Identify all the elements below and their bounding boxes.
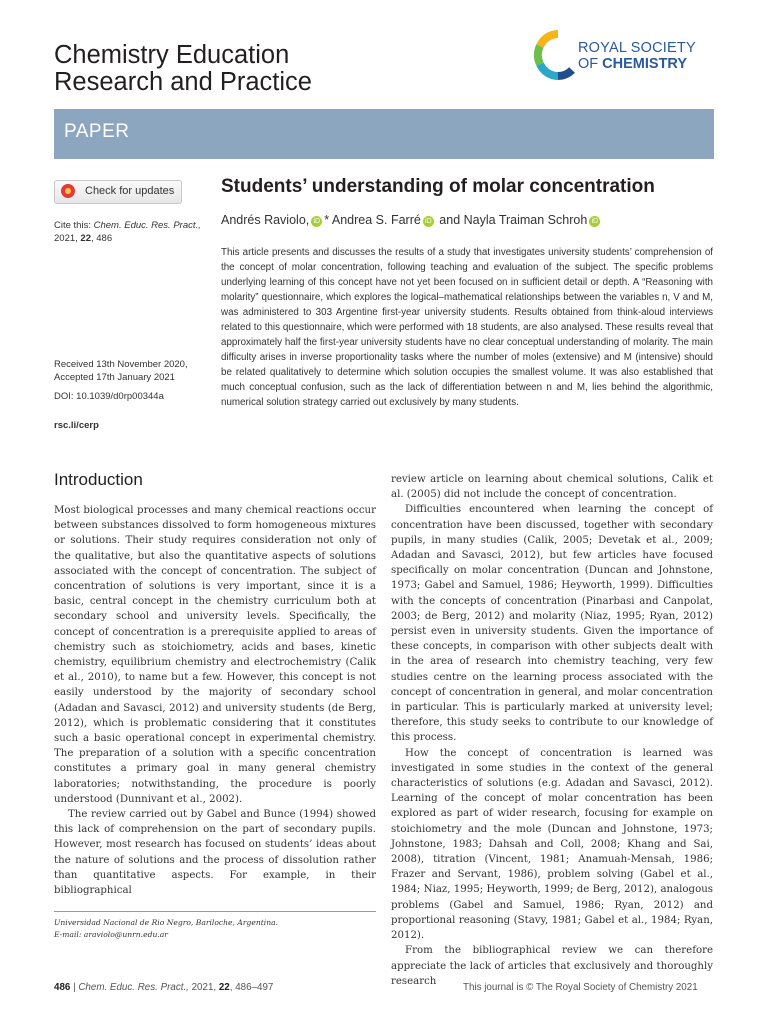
publisher-line2-prefix: OF xyxy=(578,56,603,72)
author-raviolo[interactable]: Andrés Raviolo, xyxy=(221,213,310,227)
footer-journal: Chem. Educ. Res. Pract., xyxy=(78,982,189,993)
crossmark-icon xyxy=(61,184,75,198)
paragraph: review article on learning about chemical solutions, Calik et al. (2005) did not include the concept of concentration. xyxy=(391,474,713,501)
author-list xyxy=(221,213,602,227)
email[interactable]: E-mail: araviolo@unrn.edu.ar xyxy=(54,930,168,939)
footer-separator: | xyxy=(70,982,79,993)
affiliation: Universidad Nacional de Rio Negro, Bariloche, Argentina. xyxy=(54,918,279,927)
body-column-left xyxy=(54,503,376,898)
dates-block xyxy=(54,358,188,384)
journal-title-line1: Chemistry Education xyxy=(54,41,290,69)
received-date: Received 13th November 2020, xyxy=(54,359,188,370)
journal-title xyxy=(54,42,312,96)
cite-volume: 22 xyxy=(80,233,91,244)
page-number: 486 xyxy=(54,982,71,993)
cite-label: Cite this: xyxy=(54,220,91,231)
footer-year: 2021, xyxy=(188,982,219,993)
publisher-line2 xyxy=(578,56,696,72)
footer-volume: 22 xyxy=(218,982,230,993)
accepted-date: Accepted 17th January 2021 xyxy=(54,372,175,383)
affiliation-footnote xyxy=(54,917,278,941)
paragraph: The review carried out by Gabel and Bunce (1994) showed this lack of comprehension on the part of secondary pupils. However, most research has focused on students’ ideas about the nature of solutions and the process of dissolution rather than quantitative aspects. For example, in their bibliographical xyxy=(54,809,376,897)
publisher-line1: ROYAL SOCIETY xyxy=(578,40,696,56)
journal-title-line2: Research and Practice xyxy=(54,68,312,96)
paragraph: From the bibliographical review we can therefore appreciate the lack of articles that exclusively and thoroughly research xyxy=(391,945,713,987)
paragraph: Most biological processes and many chemical reactions occur between substances dissolved to form homogeneous mixtures or solutions. Their study requires consideration not only of the qualitative, but also the quantitative aspects of solutions associated with the concept of concentration. The subject of concentration of solutions is very important, since it is a basic, central concept in the chemistry curriculum both at secondary school and university levels. Specifically, the concept of concentration is a prerequisite applied to areas of chemistry such as stoichiometry, acids and bases, kinetic chemistry, equilibrium chemistry and electrochemistry (Calik et al., 2010), to name but a few. However, this concept is not easily understood by the majority of secondary school (Adadan and Savasci, 2012) and university students (de Berg, 2012), which is problematic considering that it constitutes such a basic operational concept in experimental chemistry. The preparation of a solution with a specific concentration constitutes a primary goal in many general chemistry laboratories; notwithstanding, the procedure is poorly understood (Dunnivant et al., 2002). xyxy=(54,505,376,805)
orcid-icon[interactable]: iD xyxy=(589,216,600,227)
cite-page: , 486 xyxy=(91,233,113,244)
publisher-name xyxy=(578,40,696,72)
section-heading-introduction: Introduction xyxy=(54,470,143,489)
body-column-right xyxy=(391,472,713,989)
publisher-line2-bold: CHEMISTRY xyxy=(602,56,688,72)
copyright-notice: This journal is © The Royal Society of Chemistry 2021 xyxy=(463,982,698,993)
orcid-icon[interactable]: iD xyxy=(311,216,322,227)
author-schroh[interactable]: and Nayla Traiman Schroh xyxy=(435,213,588,227)
citation-block xyxy=(54,219,201,245)
section-label: PAPER xyxy=(64,121,130,142)
orcid-icon[interactable]: iD xyxy=(423,216,434,227)
footer-pages: , 486–497 xyxy=(229,982,274,993)
abstract: This article presents and discusses the results of a study that investigates university students’ comprehension of the concept of molar concentration, following teaching and evaluation of the subject. The specific problems underlying learning of this concept have not yet been focused on in sufficient detail or depth. A “Reasoning with molarity” questionnaire, which explores the logical–mathematical relationships between the variables n, V and M, was administered to 303 Argentine first-year university students. Results obtained from think-aloud interviews related to this questionnaire, which were performed with 18 students, are also analysed. These results reveal that approximately half the first-year university students have no clear conceptual understanding of molarity. The main difficulty arises in inverse proportionality tasks where the number of moles (extensive) and M (intensive) should be related qualitatively to determine which solution occupies the smallest volume. It was also established that much conceptual confusion, such as the lack of differentiation between n and M, lies behind the algorithmic, numerical solution strategy carried out exclusively by many students. xyxy=(221,247,713,408)
page-footer-left xyxy=(54,982,273,993)
cite-journal: Chem. Educ. Res. Pract., xyxy=(93,220,201,231)
paragraph: How the concept of concentration is learned was investigated in some studies in the context of the general characteristics of solutions (e.g. Adadan and Savasci, 2012). Learning of the concept of molar concentration has been explored as part of wider research, focusing for example on stoichiometry and the mole (Duncan and Johnstone, 1973; Johnstone, 1983; Dahsah and Coll, 2008; Khang and Sai, 2008), titration (Vincent, 1981; Anamuah-Mensah, 1986; Frazer and Servant, 1986), problem solving (Gabel et al., 1984; Niaz, 1995; Heyworth, 1999; de Berg, 2012), analogous problems (Gabel and Samuel, 1986; Ryan, 2012) and proportional reasoning (Stavy, 1981; Gabel et al., 1984; Ryan, 2012). xyxy=(391,747,713,942)
article-title: Students’ understanding of molar concentration xyxy=(221,176,655,197)
paragraph: Difficulties encountered when learning the concept of concentration have been discussed, together with secondary pupils, in many studies (Calik, 2005; Devetak et al., 2009; Adadan and Savasci, 2012), but few articles have focused specifically on molar concentration (Duncan and Johnstone, 1973; Gabel and Samuel, 1986; Heyworth, 1999). Difficulties with the concepts of concentration (Pinarbasi and Canpolat, 2003; de Berg, 2012) and molarity (Niaz, 1995; Ryan, 2012) persist even in university students. Given the importance of these concepts, in comparison with other subjects dealt with in the area of research into chemistry teaching, very few studies centre on the learning process associated with the concept of concentration in general, and molar concentration in particular. This is particularly marked at university level; therefore, this study seeks to contribute to our knowledge of this process. xyxy=(391,504,713,744)
journal-link[interactable]: rsc.li/cerp xyxy=(54,420,99,431)
check-for-updates-button[interactable] xyxy=(54,180,182,204)
footnote-divider xyxy=(54,911,376,912)
author-farre[interactable]: * Andrea S. Farré xyxy=(324,213,421,227)
cite-year: 2021, xyxy=(54,233,78,244)
doi-link[interactable]: DOI: 10.1039/d0rp00344a xyxy=(54,391,164,402)
section-banner xyxy=(54,109,714,159)
check-for-updates-label: Check for updates xyxy=(85,185,175,197)
